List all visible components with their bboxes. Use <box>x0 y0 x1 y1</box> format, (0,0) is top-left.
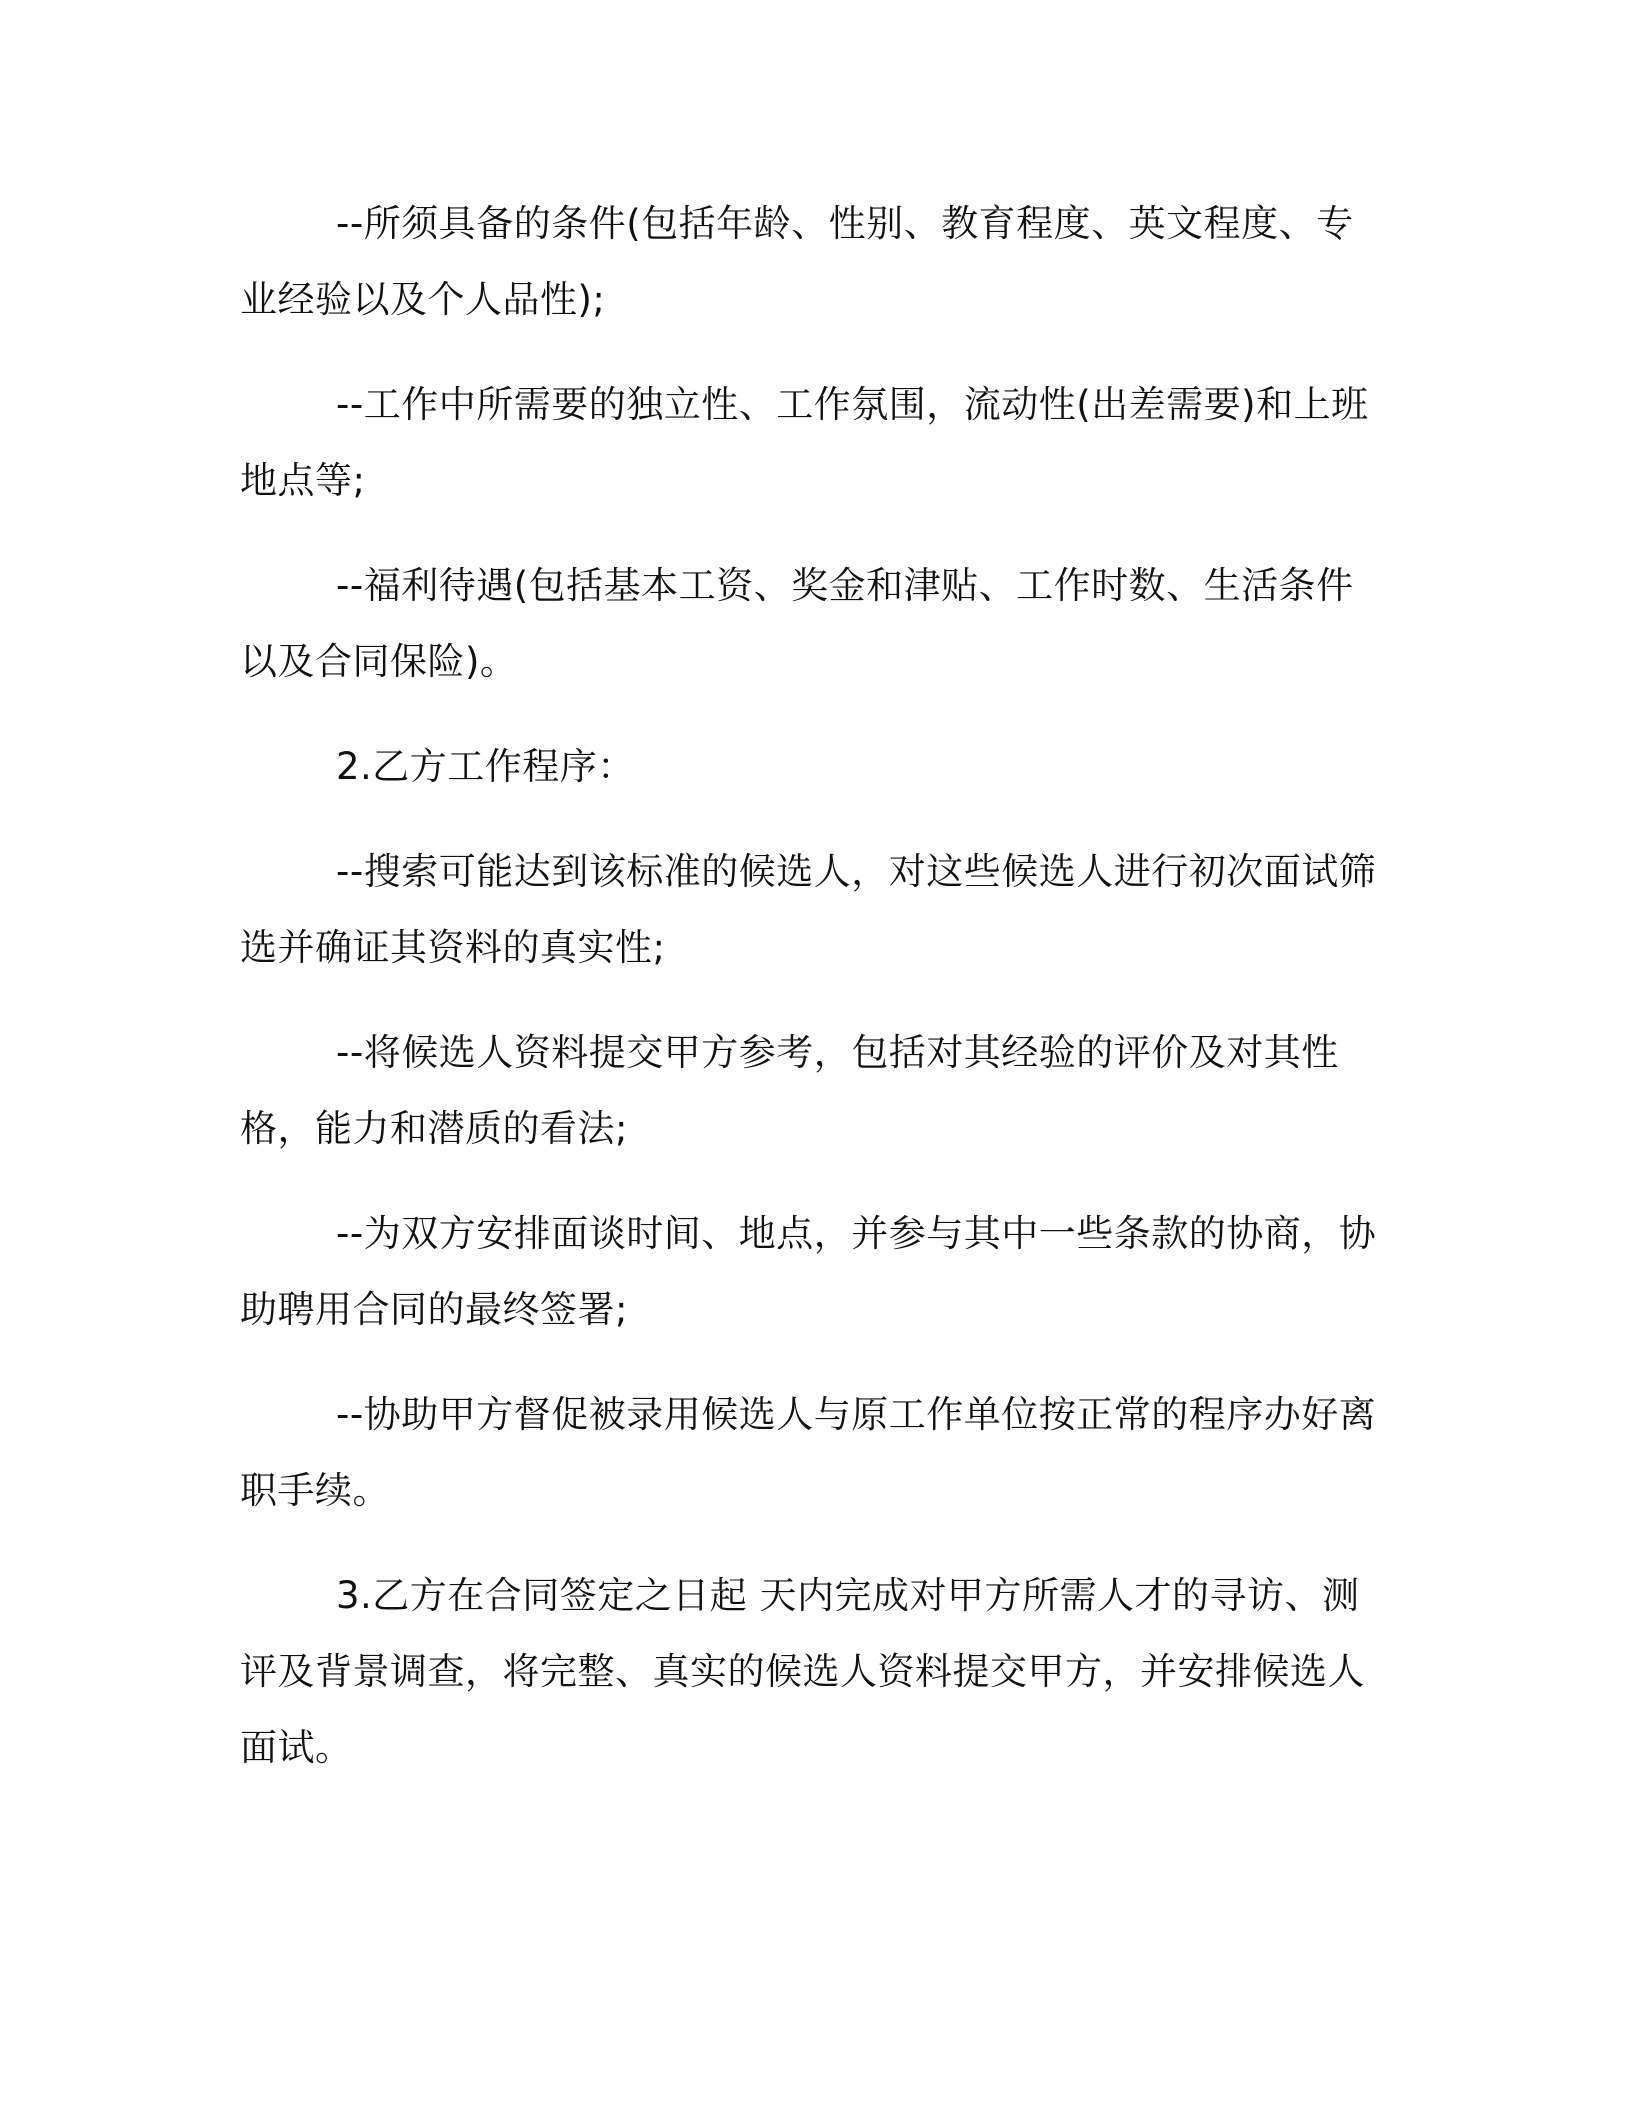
paragraph-section-2-heading: 2.乙方工作程序： <box>336 745 635 788</box>
paragraph-arrange-interviews: --为双方安排面谈时间、地点，并参与其中一些条款的协商，协助聘用合同的最终签署; <box>240 1212 1377 1331</box>
document-body <box>240 186 1390 1815</box>
paragraph-requirements: --所须具备的条件(包括年龄、性别、教育程度、英文程度、专业经验以及个人品性); <box>240 202 1354 321</box>
paragraph-submit-candidates: --将候选人资料提交甲方参考，包括对其经验的评价及对其性格，能力和潜质的看法; <box>240 1031 1339 1150</box>
paragraph-work-environment: --工作中所需要的独立性、工作氛围，流动性(出差需要)和上班地点等; <box>240 383 1369 502</box>
paragraph-resignation-assistance: --协助甲方督促被录用候选人与原工作单位按正常的程序办好离职手续。 <box>240 1393 1377 1512</box>
paragraph-benefits: --福利待遇(包括基本工资、奖金和津贴、工作时数、生活条件以及合同保险)。 <box>240 564 1354 683</box>
paragraph-section-3: 3.乙方在合同签定之日起 天内完成对甲方所需人才的寻访、测评及背景调查，将完整、真实的候选人资料提交甲方，并安排候选人面试。 <box>240 1574 1365 1769</box>
paragraph-search-candidates: --搜索可能达到该标准的候选人，对这些候选人进行初次面试筛选并确证其资料的真实性; <box>240 850 1377 969</box>
